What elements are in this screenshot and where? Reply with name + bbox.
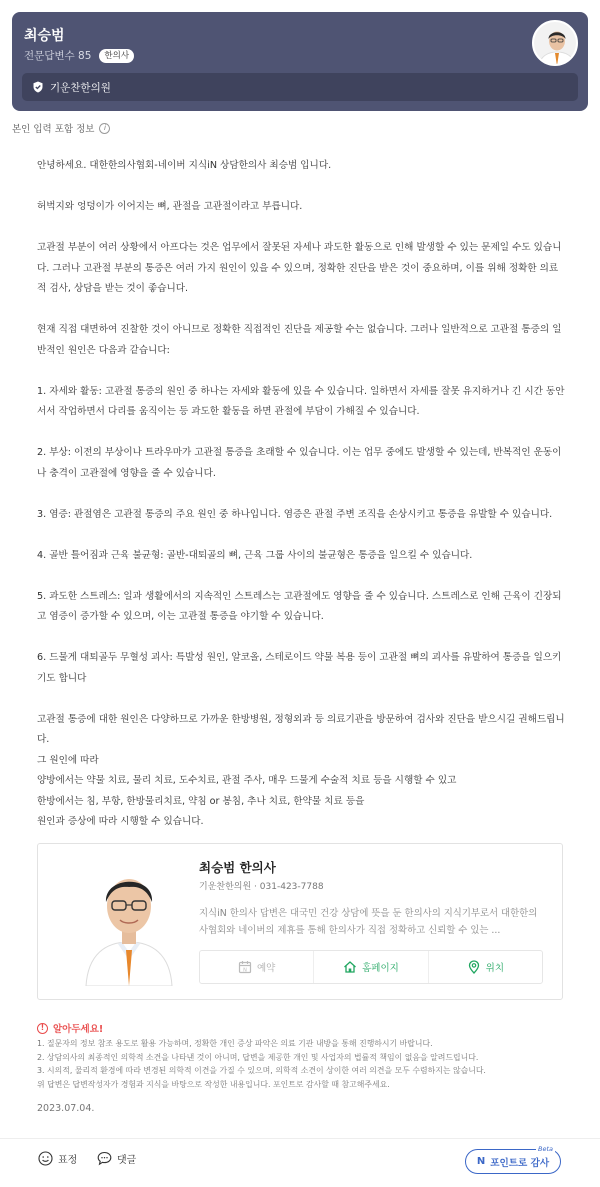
answer-closing-line: 한방에서는 침, 부항, 한방물리치료, 약침 or 봉침, 추나 치료, 한약물 치료 등을: [37, 795, 365, 807]
clinic-link[interactable]: [22, 73, 578, 101]
avatar-image-icon: [534, 22, 578, 66]
answer-closing-line: 양방에서는 약물 치료, 물리 치료, 도수치료, 관절 주사, 매우 드물게 수술적 치료 등을 시행할 수 있고: [37, 775, 457, 786]
answer-date: 2023.07.04.: [37, 1103, 95, 1114]
divider: [0, 1138, 600, 1139]
notice-item: 2. 상담의사의 최종적인 의학적 소견을 나타낸 것이 아니며, 답변을 제공한 개인 및 사업자의 법률적 책임이 없음을 알려드립니다.: [37, 1052, 479, 1062]
doctor-card-actions: [199, 950, 543, 984]
homepage-button[interactable]: [313, 951, 427, 983]
home-icon: [343, 960, 357, 974]
answer-closing-line: 원인과 증상에 따라 시행할 수 있습니다.: [37, 816, 204, 827]
meta-separator: ·: [254, 882, 257, 892]
doctor-avatar[interactable]: [532, 20, 578, 66]
location-button[interactable]: [428, 951, 542, 983]
map-pin-icon: [467, 960, 481, 974]
verified-shield-icon: [32, 81, 44, 93]
location-label: 위치: [485, 963, 504, 974]
answer-paragraph: 4. 골반 틀어짐과 근육 불균형: 골반-대퇴골의 뼈, 근육 그룹 사이의 불균형은 통증을 일으킬 수 있습니다.: [37, 549, 473, 561]
self-input-info: [12, 121, 110, 135]
answerer-name[interactable]: 최승범: [24, 28, 65, 44]
notice-list: [37, 1037, 567, 1091]
answer-paragraph: 3. 염증: 관절염은 고관절 통증의 주요 원인 중 하나입니다. 염증은 관절 주변 조직을 손상시키고 통증을 유발할 수 있습니다.: [37, 508, 553, 520]
doctor-photo-icon: [84, 856, 174, 986]
doctor-card-name[interactable]: 최승범 한의사: [199, 860, 276, 875]
notice-heading: [37, 1021, 103, 1035]
answer-paragraph: 현재 직접 대면하여 진찰한 것이 아니므로 정확한 직접적인 진단을 제공할 수는 없습니다. 그러나 일반적으로 고관절 통증의 일반적인 원인은 다음과 같습니다:: [37, 324, 562, 356]
answer-body: [37, 156, 565, 833]
svg-text:N: N: [243, 967, 247, 974]
answer-paragraph: 1. 자세와 활동: 고관절 통증의 원인 중 하나는 자세와 활동에 있을 수 있습니다. 일하면서 자세를 잘못 유지하거나 긴 시간 동안 서서 작업하면서 다리를 움직이는 등 과도한 활동을 하면 관절에 부담이 가해질 수 있습니다.: [37, 385, 565, 417]
comment-label: 댓글: [117, 1155, 137, 1166]
thanks-label: 포인트로 감사: [490, 1157, 550, 1169]
notice-item: 위 답변은 답변작성자가 경험과 지식을 바탕으로 작성한 내용입니다. 포인트로 감사할 때 참고해주세요.: [37, 1079, 390, 1089]
alert-icon: !: [37, 1023, 48, 1034]
answer-paragraph: 허벅지와 엉덩이가 이어지는 뼈, 관절을 고관절이라고 부릅니다.: [37, 201, 303, 212]
doctor-card-phone[interactable]: 031-423-7788: [259, 882, 324, 892]
doctor-card-description[interactable]: 지식iN 한의사 답변은 대국민 건강 상담에 뜻을 둔 한의사의 지식기부로서 대한한의사협회와 네이버의 제휴를 통해 한의사가 직접 정확하고 신뢰할 수 있는 ...: [199, 908, 538, 936]
doctor-info-card: [37, 843, 563, 1000]
answer-closing-line: 고관절 통증에 대한 원인은 다양하므로 가까운 한방병원, 정형외과 등 의료기관을 방문하여 검사와 진단을 받으시길 권해드립니다.: [37, 713, 565, 745]
answer-paragraph: 고관절 부분이 여러 상황에서 아프다는 것은 업무에서 잘못된 자세나 과도한 활동으로 인해 발생할 수 있는 문제일 수도 있습니다. 그러나 고관절 부분의 통증은 여러 가지 원인이 있을 수 있으며, 정확한 진단을 받은 것이 중요하며, 이를 위해 정확한 의료적 검사, 상담을 받는 것이 좋습니다.: [37, 242, 562, 294]
answer-paragraph: 5. 과도한 스트레스: 일과 생활에서의 지속적인 스트레스는 고관절에도 영향을 줄 수 있습니다. 스트레스로 인해 근육이 긴장되고 염증이 증가할 수 있으며, 이는 고관절 통증을 야기할 수 있습니다.: [37, 590, 562, 622]
answer-closing-line: 그 원인에 따라: [37, 754, 99, 766]
beta-badge: Beta: [538, 1145, 553, 1153]
calendar-icon: [238, 960, 252, 974]
answerer-profile-card: [12, 12, 588, 111]
info-icon[interactable]: i: [99, 123, 110, 134]
notice-item: 3. 시의적, 물리적 환경에 따라 변경된 의학적 이견을 가질 수 있으며, 의학적 소견이 상이한 여러 의견을 모두 수렴하지는 않습니다.: [37, 1066, 486, 1075]
answer-count: 전문답변수 85: [24, 50, 92, 62]
answer-paragraph: 6. 드물게 대퇴골두 무혈성 괴사: 특발성 원인, 알코올, 스테로이드 약물 복용 등이 고관절 뼈의 괴사를 유발하여 통증을 일으키기도 합니다: [37, 652, 562, 684]
smiley-icon: [38, 1151, 53, 1166]
notice-item: 1. 질문자의 정보 참조 용도로 활용 가능하며, 정확한 개인 증상 파악은 의료 기관 내방을 통해 진행하시기 바랍니다.: [37, 1039, 433, 1048]
notice-title: 알아두세요!: [53, 1024, 104, 1035]
homepage-label: 홈페이지: [362, 963, 399, 974]
doctor-card-subinfo: [199, 879, 324, 892]
role-badge: 한의사: [99, 49, 134, 63]
comment-button[interactable]: [97, 1151, 136, 1166]
comment-bubble-icon: [97, 1151, 112, 1166]
book-button[interactable]: [200, 951, 313, 983]
emoji-reaction-button[interactable]: [38, 1151, 77, 1166]
answer-paragraph: 안녕하세요. 대한한의사협회-네이버 지식iN 상담한의사 최승범 입니다.: [37, 160, 332, 171]
answerer-meta: [24, 48, 134, 63]
emoji-label: 표정: [58, 1155, 78, 1166]
doctor-photo[interactable]: [84, 856, 174, 986]
answer-paragraph: 2. 부상: 이전의 부상이나 트라우마가 고관절 통증을 초래할 수 있습니다. 이는 업무 중에도 발생할 수 있는데, 반복적인 운동이나 충격이 고관절에 영향을 줄 수 있습니다.: [37, 447, 562, 479]
self-input-info-label: 본인 입력 포함 정보: [12, 124, 95, 135]
book-label: 예약: [256, 963, 276, 974]
naver-n-icon: N: [476, 1156, 486, 1167]
clinic-name: 기운찬한의원: [50, 81, 111, 94]
doctor-card-clinic: 기운찬한의원: [199, 882, 252, 892]
